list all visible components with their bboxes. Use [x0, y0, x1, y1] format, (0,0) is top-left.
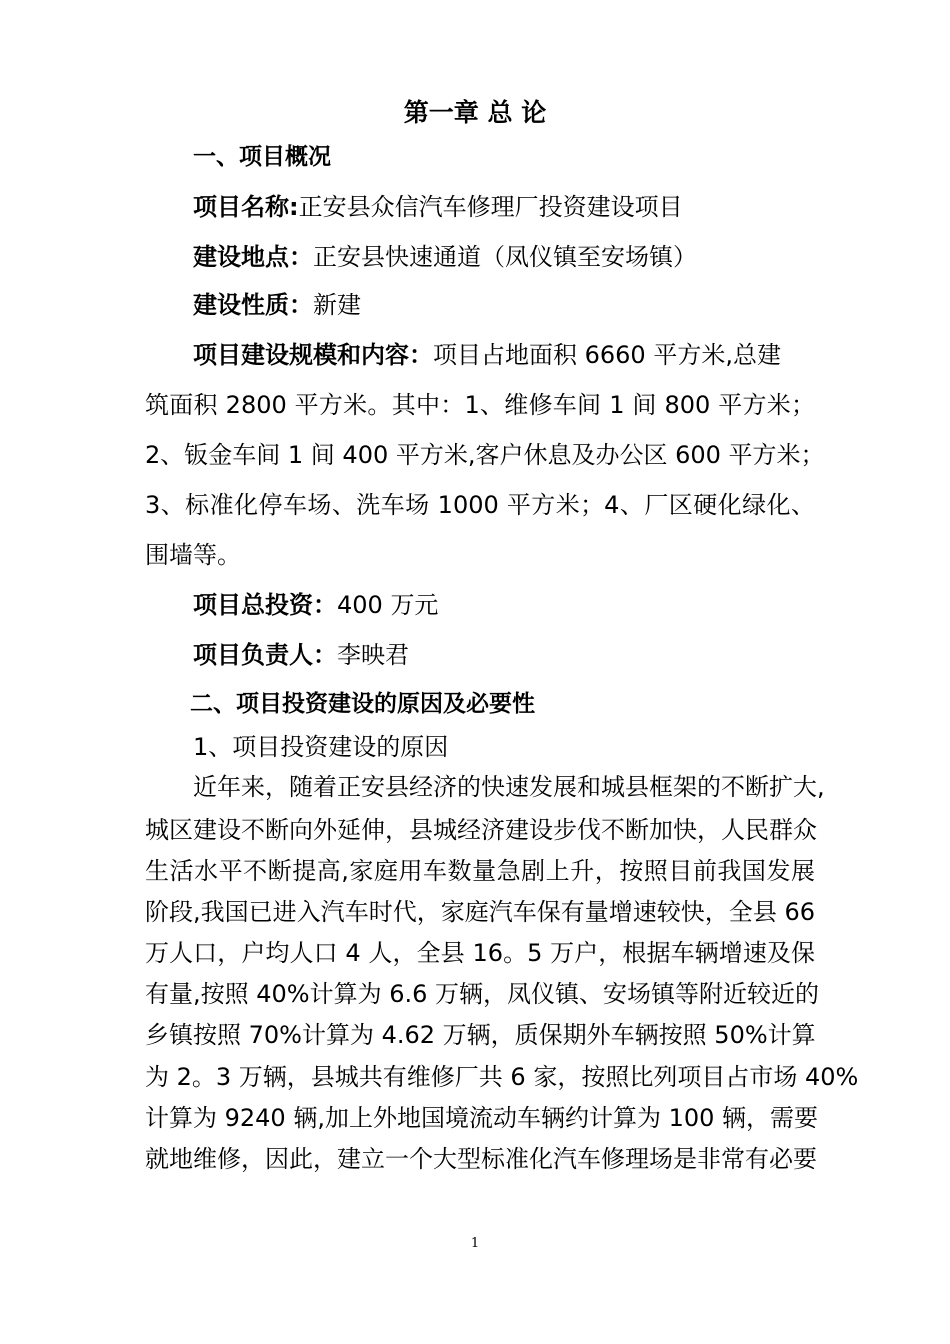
investment-label: 项目总投资： — [193, 591, 337, 619]
nature-label: 建设性质： — [193, 291, 313, 319]
scale-label: 项目建设规模和内容： — [193, 341, 433, 369]
body-line: 有量,按照 40%计算为 6.6 万辆，凤仪镇、安场镇等附近较近的 — [145, 980, 820, 1008]
project-name-label: 项目名称: — [193, 193, 299, 221]
body-line: 万人口，户均人口 4 人，全县 16。5 万户，根据车辆增速及保 — [145, 939, 815, 967]
location-row — [193, 242, 863, 272]
scale-line: 筑面积 2800 平方米。其中：1、维修车间 1 间 800 平方米； — [145, 391, 815, 419]
subsection-title: 1、项目投资建设的原因 — [193, 733, 449, 761]
location-value: 正安县快速通道（凤仪镇至安场镇） — [313, 243, 697, 271]
body-line: 生活水平不断提高,家庭用车数量急剧上升，按照目前我国发展 — [145, 857, 815, 885]
scale-row — [193, 340, 815, 370]
location-label: 建设地点： — [193, 243, 313, 271]
project-name-row — [193, 192, 863, 222]
body-line: 阶段,我国已进入汽车时代，家庭汽车保有量增速较快，全县 66 — [145, 898, 815, 926]
manager-value: 李映君 — [337, 641, 409, 669]
manager-row — [193, 640, 863, 670]
section-title-reasons: 二、项目投资建设的原因及必要性 — [190, 691, 535, 717]
project-name-value: 正安县众信汽车修理厂投资建设项目 — [298, 193, 683, 221]
body-line: 近年来，随着正安县经济的快速发展和城县框架的不断扩大, — [193, 773, 825, 801]
section-title-overview: 一、项目概况 — [193, 144, 331, 170]
page-number: 1 — [470, 1236, 480, 1251]
body-line: 乡镇按照 70%计算为 4.62 万辆，质保期外车辆按照 50%计算 — [145, 1021, 816, 1049]
chapter-title: 第一章 总 论 — [403, 98, 547, 127]
body-line: 为 2。3 万辆，县城共有维修厂共 6 家，按照比列项目占市场 40% — [145, 1063, 859, 1091]
scale-value: 项目占地面积 6660 平方米,总建 — [433, 341, 781, 369]
body-line: 城区建设不断向外延伸，县城经济建设步伐不断加快，人民群众 — [145, 816, 817, 844]
nature-row — [193, 290, 863, 320]
investment-row — [193, 590, 863, 620]
body-line: 计算为 9240 辆,加上外地国境流动车辆约计算为 100 辆，需要 — [145, 1104, 819, 1132]
manager-label: 项目负责人： — [193, 641, 337, 669]
body-line: 就地维修，因此，建立一个大型标准化汽车修理场是非常有必要 — [145, 1145, 817, 1173]
investment-value: 400 万元 — [337, 591, 439, 619]
nature-value: 新建 — [313, 291, 361, 319]
scale-line: 3、标准化停车场、洗车场 1000 平方米；4、厂区硬化绿化、 — [145, 491, 815, 519]
scale-line: 2、钣金车间 1 间 400 平方米,客户休息及办公区 600 平方米； — [145, 441, 825, 469]
scale-line: 围墙等。 — [145, 541, 241, 569]
